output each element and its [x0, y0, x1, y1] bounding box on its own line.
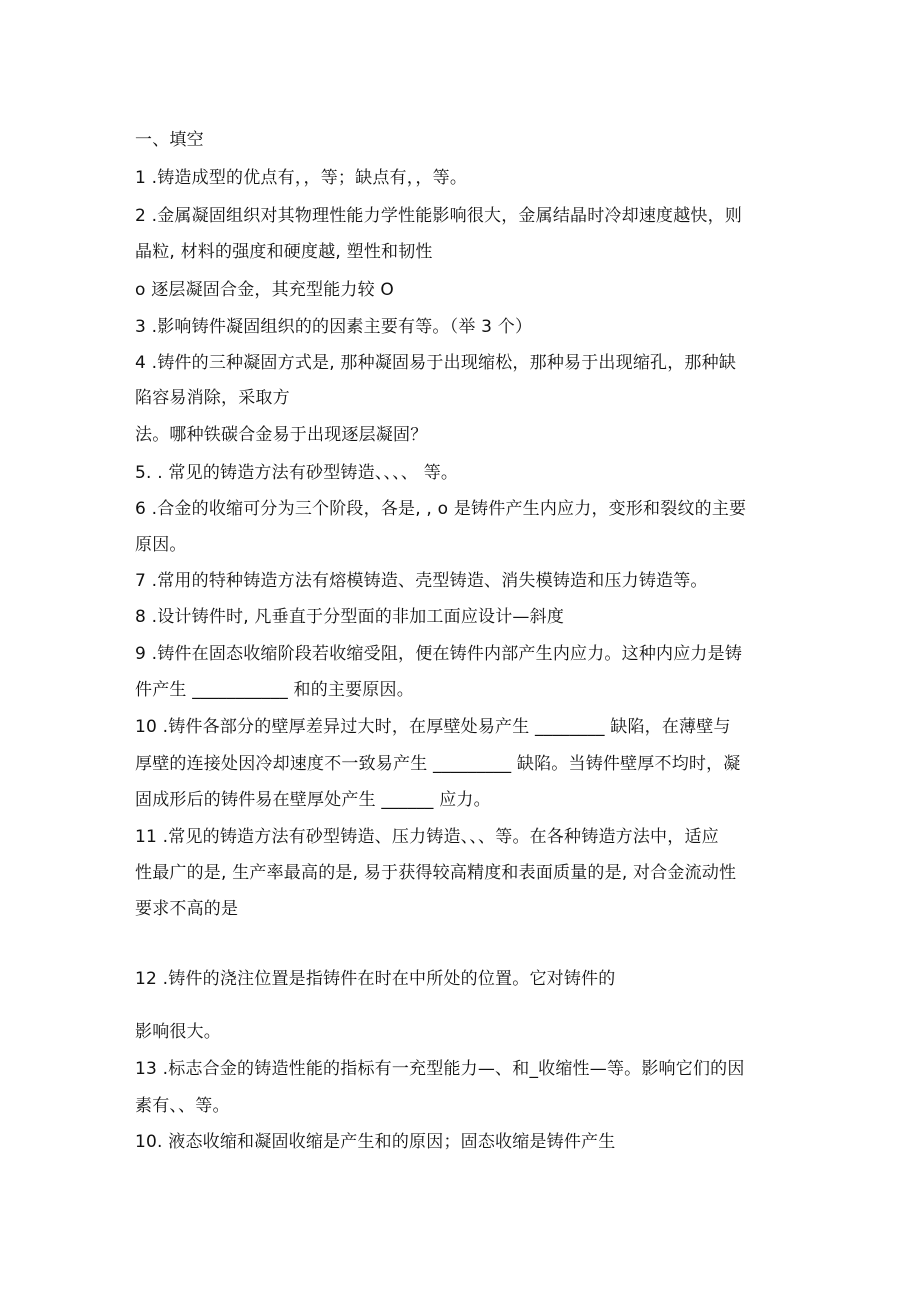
- question-1-line: 1 .铸造成型的优点有，，等；缺点有，，等。: [135, 168, 468, 188]
- question-4-line-2: 陷容易消除，采取方: [135, 388, 290, 408]
- question-11-line-2: 性最广的是, 生产率最高的是, 易于获得较高精度和表面质量的是, 对合金流动性: [135, 863, 737, 883]
- question-5-line: 5. . 常见的铸造方法有砂型铸造、、、、 等。: [135, 463, 459, 483]
- question-12-line-2: 影响很大。: [135, 1022, 221, 1042]
- question-10-line-1: 10 .铸件各部分的壁厚差异过大时，在厚壁处易产生 ________ 缺陷，在薄壁与: [135, 717, 731, 737]
- question-4-line-1: 4 .铸件的三种凝固方式是, 那种凝固易于出现缩松，那种易于出现缩孔，那种缺: [135, 353, 737, 373]
- question-6-line-1: 6 .合金的收缩可分为三个阶段，各是, , o 是铸件产生内应力，变形和裂纹的主要: [135, 499, 747, 519]
- question-3-line: 3 .影响铸件凝固组织的的因素主要有等。（举 3 个）: [135, 317, 533, 337]
- question-6-line-2: 原因。: [135, 535, 187, 555]
- question-9-line-2: 件产生 ___________ 和的主要原因。: [135, 680, 414, 700]
- question-7-line: 7 .常用的特种铸造方法有熔模铸造、壳型铸造、消失模铸造和压力铸造等。: [135, 571, 708, 591]
- question-8-line: 8 .设计铸件时, 凡垂直于分型面的非加工面应设计—斜度: [135, 607, 565, 627]
- question-12-line-1: 12 .铸件的浇注位置是指铸件在时在中所处的位置。它对铸件的: [135, 969, 616, 989]
- question-10-line-2: 厚壁的连接处因冷却速度不一致易产生 _________ 缺陷。当铸件壁厚不均时，凝: [135, 754, 741, 774]
- question-2-line-1: 2 .金属凝固组织对其物理性能力学性能影响很大，金属结晶时冷却速度越快，则: [135, 206, 743, 226]
- question-10-line-3: 固成形后的铸件易在壁厚处产生 ______ 应力。: [135, 790, 491, 810]
- question-11-line-3: 要求不高的是: [135, 899, 239, 919]
- question-11-line-1: 11 .常见的铸造方法有砂型铸造、压力铸造、、、等。在各种铸造方法中，适应: [135, 827, 719, 847]
- section-title: 一、填空: [135, 130, 204, 150]
- question-2-line-3: o 逐层凝固合金，其充型能力较 O: [135, 280, 394, 300]
- question-4-line-3: 法。哪种铁碳合金易于出现逐层凝固？: [135, 425, 428, 445]
- question-10b-line: 10. 液态收缩和凝固收缩是产生和的原因；固态收缩是铸件产生: [135, 1132, 616, 1152]
- question-2-line-2: 晶粒, 材料的强度和硬度越, 塑性和韧性: [135, 242, 433, 262]
- question-9-line-1: 9 .铸件在固态收缩阶段若收缩受阻，便在铸件内部产生内应力。这种内应力是铸: [135, 644, 743, 664]
- question-13-line-2: 素有、、等。: [135, 1096, 230, 1116]
- question-13-line-1: 13 .标志合金的铸造性能的指标有一充型能力—、和_收缩性—等。影响它们的因: [135, 1059, 745, 1079]
